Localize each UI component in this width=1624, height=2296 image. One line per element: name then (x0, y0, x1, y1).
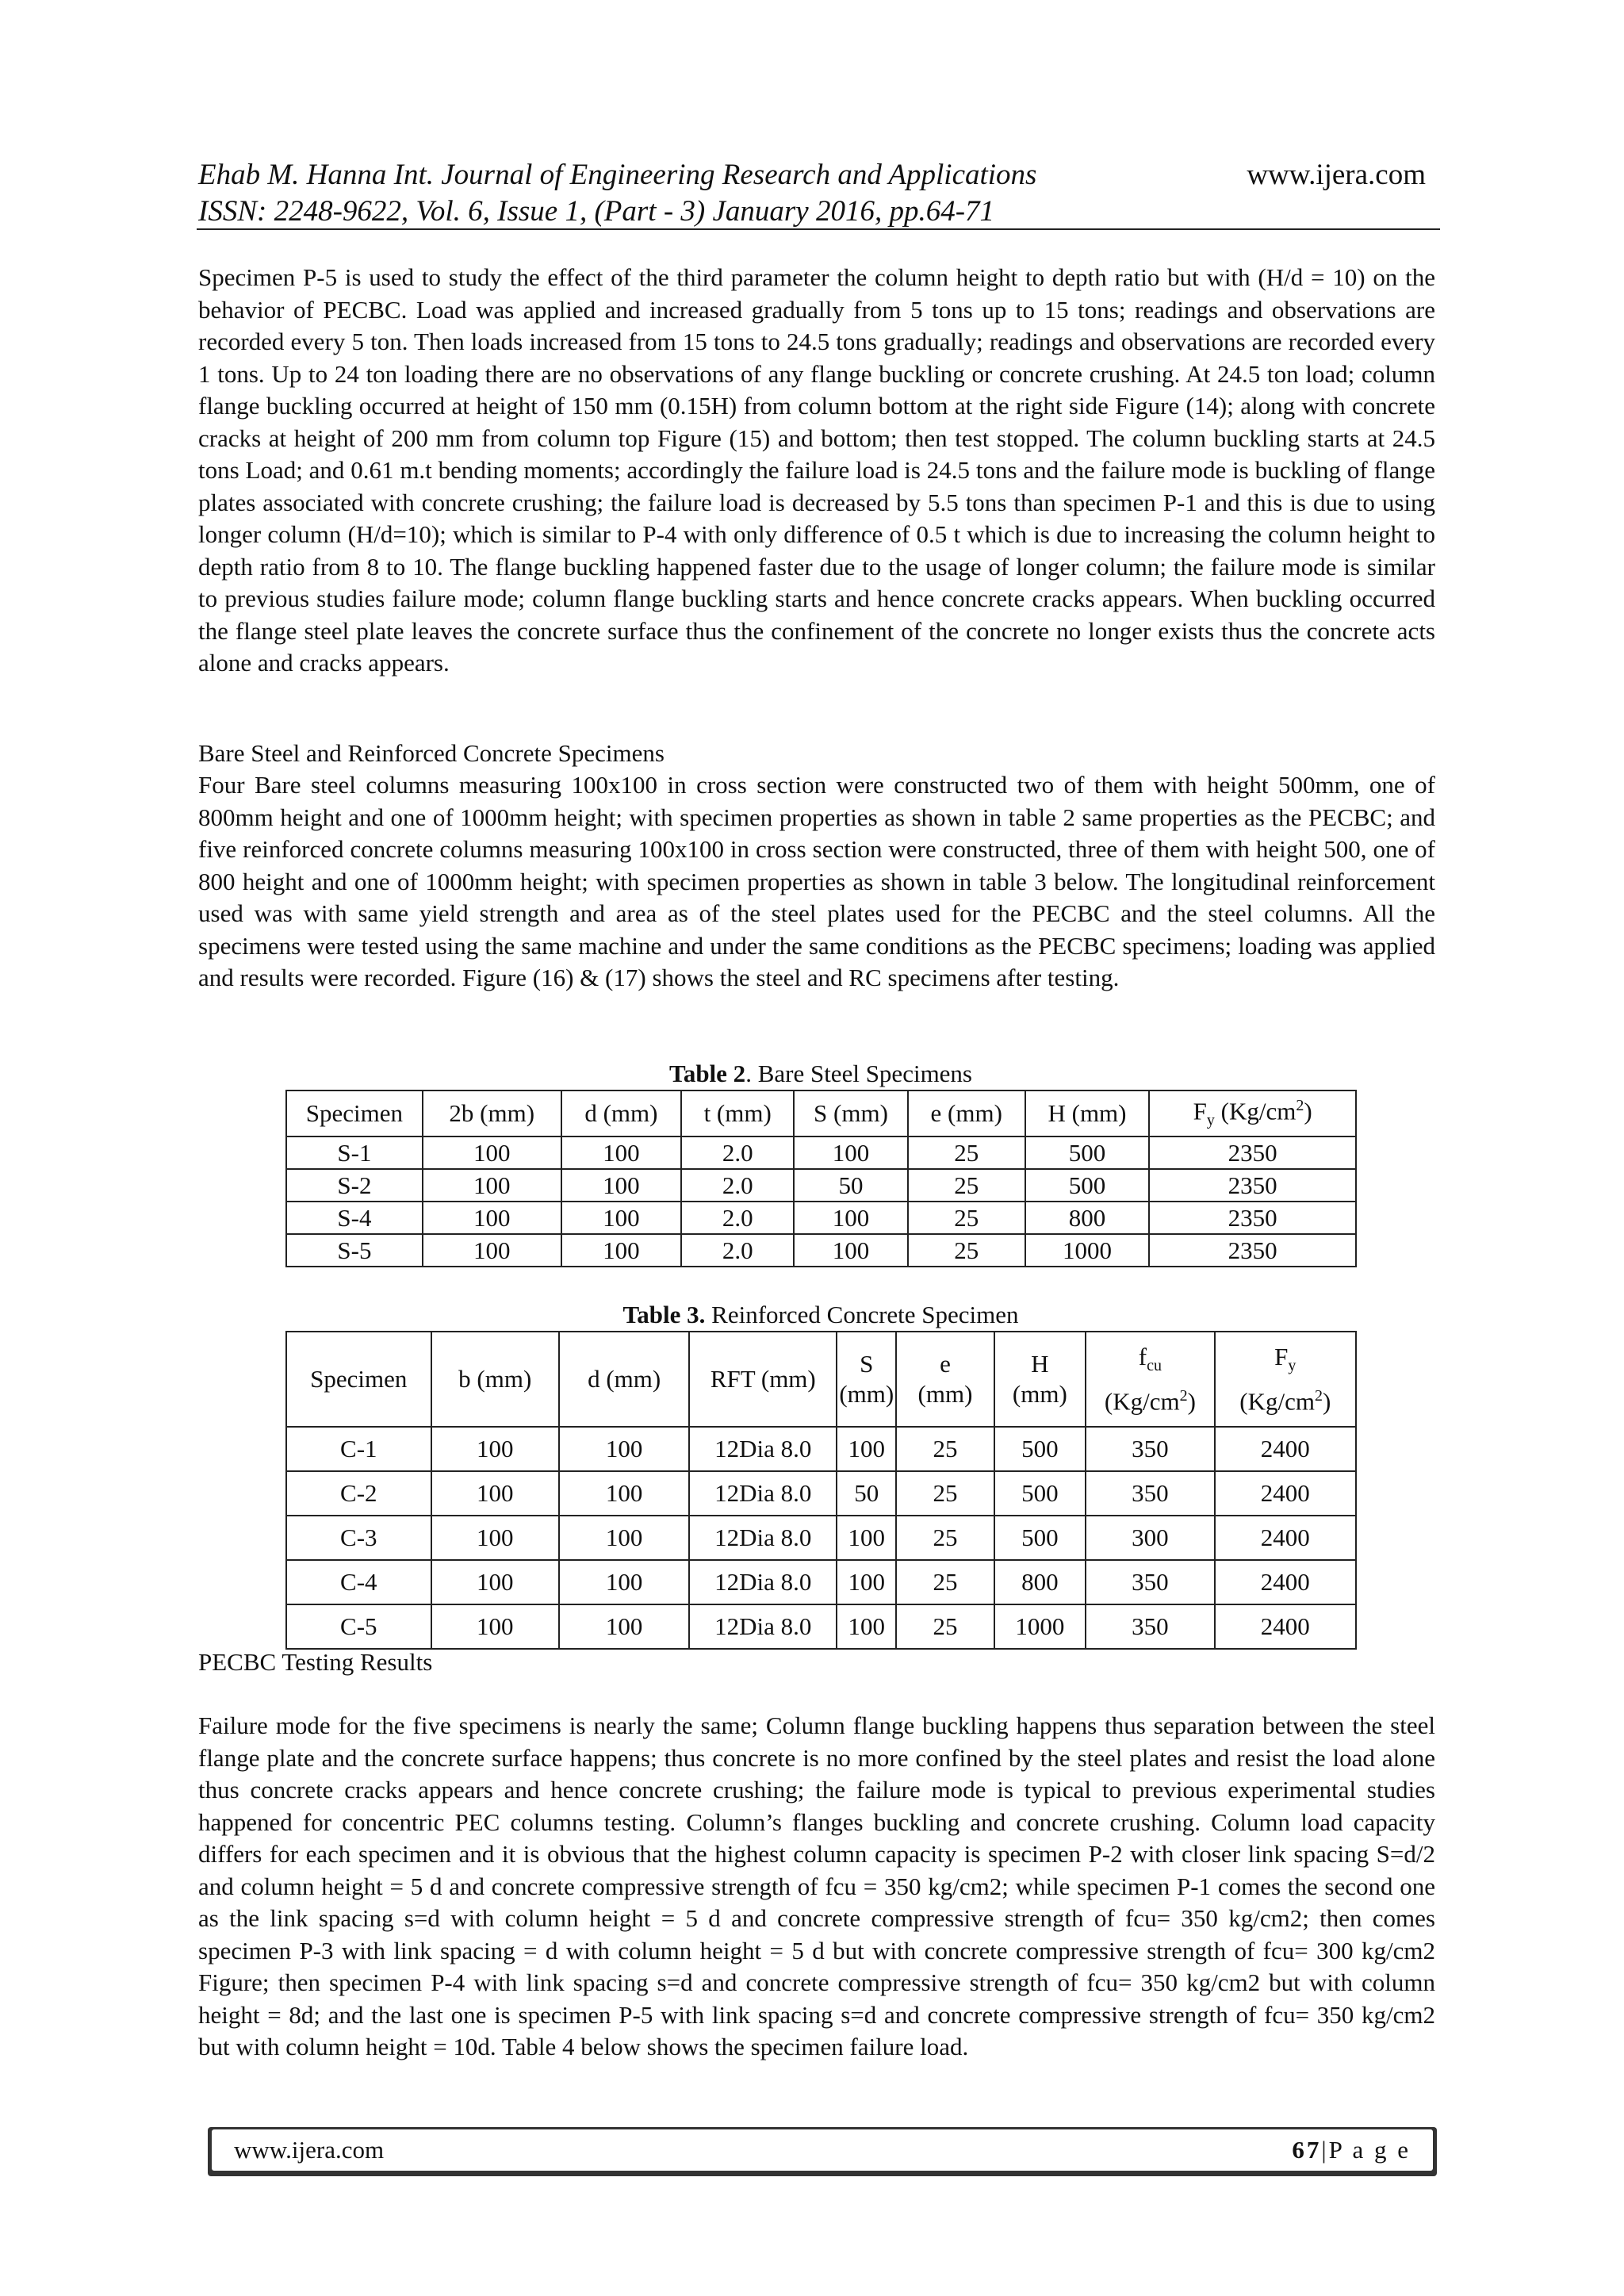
table2-cell: 2.0 (681, 1137, 794, 1169)
table2-header-cell: t (mm) (681, 1091, 794, 1137)
table3-cell: 100 (837, 1560, 896, 1604)
table2-cell: 100 (794, 1234, 908, 1267)
table2-cell: 2.0 (681, 1234, 794, 1267)
footer-inner (212, 2129, 1433, 2171)
table3-cell: 100 (837, 1427, 896, 1471)
table3-cell: 100 (431, 1604, 559, 1649)
table2-cell: 2350 (1149, 1137, 1356, 1169)
table2-header-cell: d (mm) (561, 1091, 682, 1137)
table3-cell: C-2 (286, 1471, 431, 1516)
table3-cell: 25 (896, 1516, 994, 1560)
table3-cell: 25 (896, 1471, 994, 1516)
journal-header (198, 157, 1036, 230)
section-heading-bare-steel: Bare Steel and Reinforced Concrete Specimens (198, 739, 665, 767)
table2-cell: 25 (908, 1137, 1025, 1169)
table-reinforced-concrete-specimens (285, 1331, 1357, 1650)
table2-cell: 500 (1025, 1169, 1150, 1202)
table3-cell: 12Dia 8.0 (689, 1604, 837, 1649)
table3-row (286, 1427, 1356, 1471)
table2-cell: S-4 (286, 1202, 423, 1234)
table2-header-row (286, 1091, 1356, 1137)
table3-header-cell: b (mm) (431, 1332, 559, 1427)
table3-cell: 500 (994, 1427, 1086, 1471)
table2-cell: 800 (1025, 1202, 1150, 1234)
table3-header-h: H (mm) (994, 1332, 1086, 1427)
table3-cell: 100 (837, 1604, 896, 1649)
table2-header-cell: Specimen (286, 1091, 423, 1137)
table2-cell: S-1 (286, 1137, 423, 1169)
table3-cell: 350 (1086, 1560, 1214, 1604)
table3-header-cell: RFT (mm) (689, 1332, 837, 1427)
table3-cell: 800 (994, 1560, 1086, 1604)
table3-header-row (286, 1332, 1356, 1427)
table3-cell: 2400 (1215, 1516, 1356, 1560)
table3-cell: C-1 (286, 1427, 431, 1471)
table3-cell: 2400 (1215, 1471, 1356, 1516)
table3-header-fy: $F_y$ $(Kg/cm^2)$ (1215, 1332, 1356, 1427)
table3-cell: 25 (896, 1604, 994, 1649)
table2-row (286, 1169, 1356, 1202)
table3-caption-label: Table 3. (622, 1301, 706, 1328)
table2-cell: 25 (908, 1202, 1025, 1234)
table3-cell: 100 (559, 1604, 690, 1649)
table2-cell: 2350 (1149, 1169, 1356, 1202)
table2-header-cell: e (mm) (908, 1091, 1025, 1137)
footer-website[interactable]: www.ijera.com (234, 2136, 385, 2164)
table3-header-fcu: $f_{cu}$ $(Kg/cm^2)$ (1086, 1332, 1214, 1427)
table3-cell: 300 (1086, 1516, 1214, 1560)
table3-cell: 100 (431, 1516, 559, 1560)
paragraph-specimen-p5: Specimen P-5 is used to study the effect of the third parameter the column height to depth ratio but with (H/d = 10) on the behavior of PECBC. Load was applied and increased gradually from 5 tons up to 15 tons; readings and observations are recorded every 5 ton. Then loads increased from 15 tons to 24.5 tons gradually; readings and observations are recorded every 1 tons. Up to 24 ton loading there are no observations of any flange buckling or concrete crushing. At 24.5 ton load; column flange buckling occurred at height of 150 mm (0.15H) from column bottom at the right side Figure (14); along with concrete cracks at height of 200 mm from column top Figure (15) and bottom; then test stopped. The column buckling starts at 24.5 tons Load; and 0.61 m.t bending moments; accordingly the failure load is 24.5 tons and the failure mode is buckling of flange plates associated with concrete crushing; the failure load is decreased by 5.5 tons than specimen P-1 and this is due to using longer column (H/d=10); which is similar to P-4 with only difference of 0.5 t which is due to increasing the column height to depth ratio from 8 to 10. The flange buckling happened faster due to the usage of longer column; the failure mode is similar to previous studies failure mode; column flange buckling starts and hence concrete cracks appears. When buckling occurred the flange steel plate leaves the concrete surface thus the confinement of the concrete no longer exists thus the concrete acts alone and cracks appears. (198, 263, 1435, 677)
table2-cell: 500 (1025, 1137, 1150, 1169)
section-heading-results: PECBC Testing Results (198, 1648, 433, 1676)
page-number (1292, 2136, 1411, 2164)
table2-cell: 2.0 (681, 1169, 794, 1202)
table3-cell: 25 (896, 1560, 994, 1604)
table3-header-cell: d (mm) (559, 1332, 690, 1427)
table3-cell: 100 (431, 1471, 559, 1516)
table3-cell: 350 (1086, 1427, 1214, 1471)
page-label: |P a g e (1321, 2136, 1411, 2164)
journal-title: Ehab M. Hanna Int. Journal of Engineering Research and Applications (198, 159, 1037, 191)
table3-cell: 1000 (994, 1604, 1086, 1649)
table3-body (286, 1427, 1356, 1649)
table2-row (286, 1234, 1356, 1267)
table3-cell: 100 (559, 1471, 690, 1516)
table2-body (286, 1137, 1356, 1267)
table3-cell: 100 (837, 1516, 896, 1560)
table2-cell: 1000 (1025, 1234, 1150, 1267)
table3-cell: 12Dia 8.0 (689, 1471, 837, 1516)
table3-cell: 2400 (1215, 1560, 1356, 1604)
table3-cell: 100 (559, 1560, 690, 1604)
table3-row (286, 1471, 1356, 1516)
table3-header-e: e (mm) (896, 1332, 994, 1427)
table3-row (286, 1604, 1356, 1649)
table3-cell: 100 (431, 1560, 559, 1604)
paragraph-results: Failure mode for the five specimens is nearly the same; Column flange buckling happens thus separation between the steel flange plate and the concrete surface happens; thus concrete is no more confined by the steel plates and resist the load alone thus concrete cracks appears and hence concrete crushing; the failure mode is typical to previous experimental studies happened for concentric PEC columns testing. Column’s flanges buckling and concrete crushing. Column load capacity differs for each specimen and it is obvious that the highest column capacity is specimen P-2 with closer link spacing S=d/2 and column height = 5 d and concrete compressive strength of fcu = 350 kg/cm2; while specimen P-1 comes the second one as the link spacing s=d with column height = 5 d and concrete compressive strength of fcu= 350 kg/cm2; then comes specimen P-3 with link spacing = d with column height = 5 d but with concrete compressive strength of fcu= 300 kg/cm2 Figure; then specimen P-4 with link spacing s=d and concrete compressive strength of fcu= 350 kg/cm2 but with column height = 8d; and the last one is specimen P-5 with link spacing s=d and concrete compressive strength of fcu= 350 kg/cm2 but with column height = 10d. Table 4 below shows the specimen failure load. (198, 1711, 1435, 2060)
table2-caption (285, 1058, 1356, 1090)
journal-website[interactable]: www.ijera.com (1247, 159, 1426, 191)
table3-cell: 12Dia 8.0 (689, 1560, 837, 1604)
table2-cell: 100 (794, 1137, 908, 1169)
table3-row (286, 1516, 1356, 1560)
journal-issn: ISSN: 2248-9622, Vol. 6, Issue 1, (Part - 3) January 2016, pp.64-71 (198, 195, 995, 228)
table3-cell: 100 (559, 1516, 690, 1560)
table3-cell: 100 (559, 1427, 690, 1471)
table2-cell: 100 (561, 1137, 682, 1169)
table3-cell: 50 (837, 1471, 896, 1516)
table2-cell: 25 (908, 1234, 1025, 1267)
table2-cell: 2350 (1149, 1202, 1356, 1234)
table3-header-cell: Specimen (286, 1332, 431, 1427)
table2-cell: 100 (423, 1202, 561, 1234)
table2-cell: S-5 (286, 1234, 423, 1267)
table2-header-fy: $F_y$ $(Kg/cm^2)$ (1149, 1091, 1356, 1137)
table3-cell: 350 (1086, 1604, 1214, 1649)
table3-cell: 100 (431, 1427, 559, 1471)
table2-header-cell: 2b (mm) (423, 1091, 561, 1137)
table2-cell: 100 (423, 1137, 561, 1169)
table3-cell: C-5 (286, 1604, 431, 1649)
table3-cell: 12Dia 8.0 (689, 1427, 837, 1471)
table2-row (286, 1137, 1356, 1169)
table3-cell: 500 (994, 1516, 1086, 1560)
table3-cell: 2400 (1215, 1604, 1356, 1649)
table3-cell: 12Dia 8.0 (689, 1516, 837, 1560)
table2-caption-label: Table 2 (668, 1060, 746, 1087)
table3-caption (285, 1299, 1356, 1331)
table-bare-steel-specimens (285, 1090, 1357, 1267)
table2-cell: 100 (423, 1234, 561, 1267)
table2-cell: 2350 (1149, 1234, 1356, 1267)
table2-cell: 100 (561, 1234, 682, 1267)
table3-cell: 350 (1086, 1471, 1214, 1516)
table2-cell: S-2 (286, 1169, 423, 1202)
table2-cell: 100 (561, 1202, 682, 1234)
table3-cell: 2400 (1215, 1427, 1356, 1471)
table2-header-cell: H (mm) (1025, 1091, 1150, 1137)
table3-cell: C-3 (286, 1516, 431, 1560)
header-divider (197, 228, 1440, 230)
footer-bar (208, 2127, 1437, 2176)
table2-header-cell: S (mm) (794, 1091, 908, 1137)
table3-cell: C-4 (286, 1560, 431, 1604)
table3-row (286, 1560, 1356, 1604)
table2-caption-text: . Bare Steel Specimens (745, 1060, 972, 1087)
table2-cell: 50 (794, 1169, 908, 1202)
table2-cell: 100 (561, 1169, 682, 1202)
table2-row (286, 1202, 1356, 1234)
table3-cell: 25 (896, 1427, 994, 1471)
table3-header-s: S (mm) (837, 1332, 896, 1427)
table2-cell: 100 (794, 1202, 908, 1234)
table2-cell: 100 (423, 1169, 561, 1202)
table3-cell: 500 (994, 1471, 1086, 1516)
page-number-value: 67 (1292, 2136, 1322, 2164)
table3-caption-text: Reinforced Concrete Specimen (705, 1301, 1019, 1328)
paragraph-bare-steel: Four Bare steel columns measuring 100x100 in cross section were constructed two of them with height 500mm, one of 800mm height and one of 1000mm height; with specimen properties as shown in table 2 same properties as the PECBC; and five reinforced concrete columns measuring 100x100 in cross section were constructed, three of them with height 500, one of 800 height and one of 1000mm height; with specimen properties as shown in table 3 below. The longitudinal reinforcement used was with same yield strength and area as of the steel plates used for the PECBC and the steel columns. All the specimens were tested using the same machine and under the same conditions as the PECBC specimens; loading was applied and results were recorded. Figure (16) & (17) shows the steel and RC specimens after testing. (198, 771, 1435, 991)
table2-cell: 25 (908, 1169, 1025, 1202)
table2-cell: 2.0 (681, 1202, 794, 1234)
